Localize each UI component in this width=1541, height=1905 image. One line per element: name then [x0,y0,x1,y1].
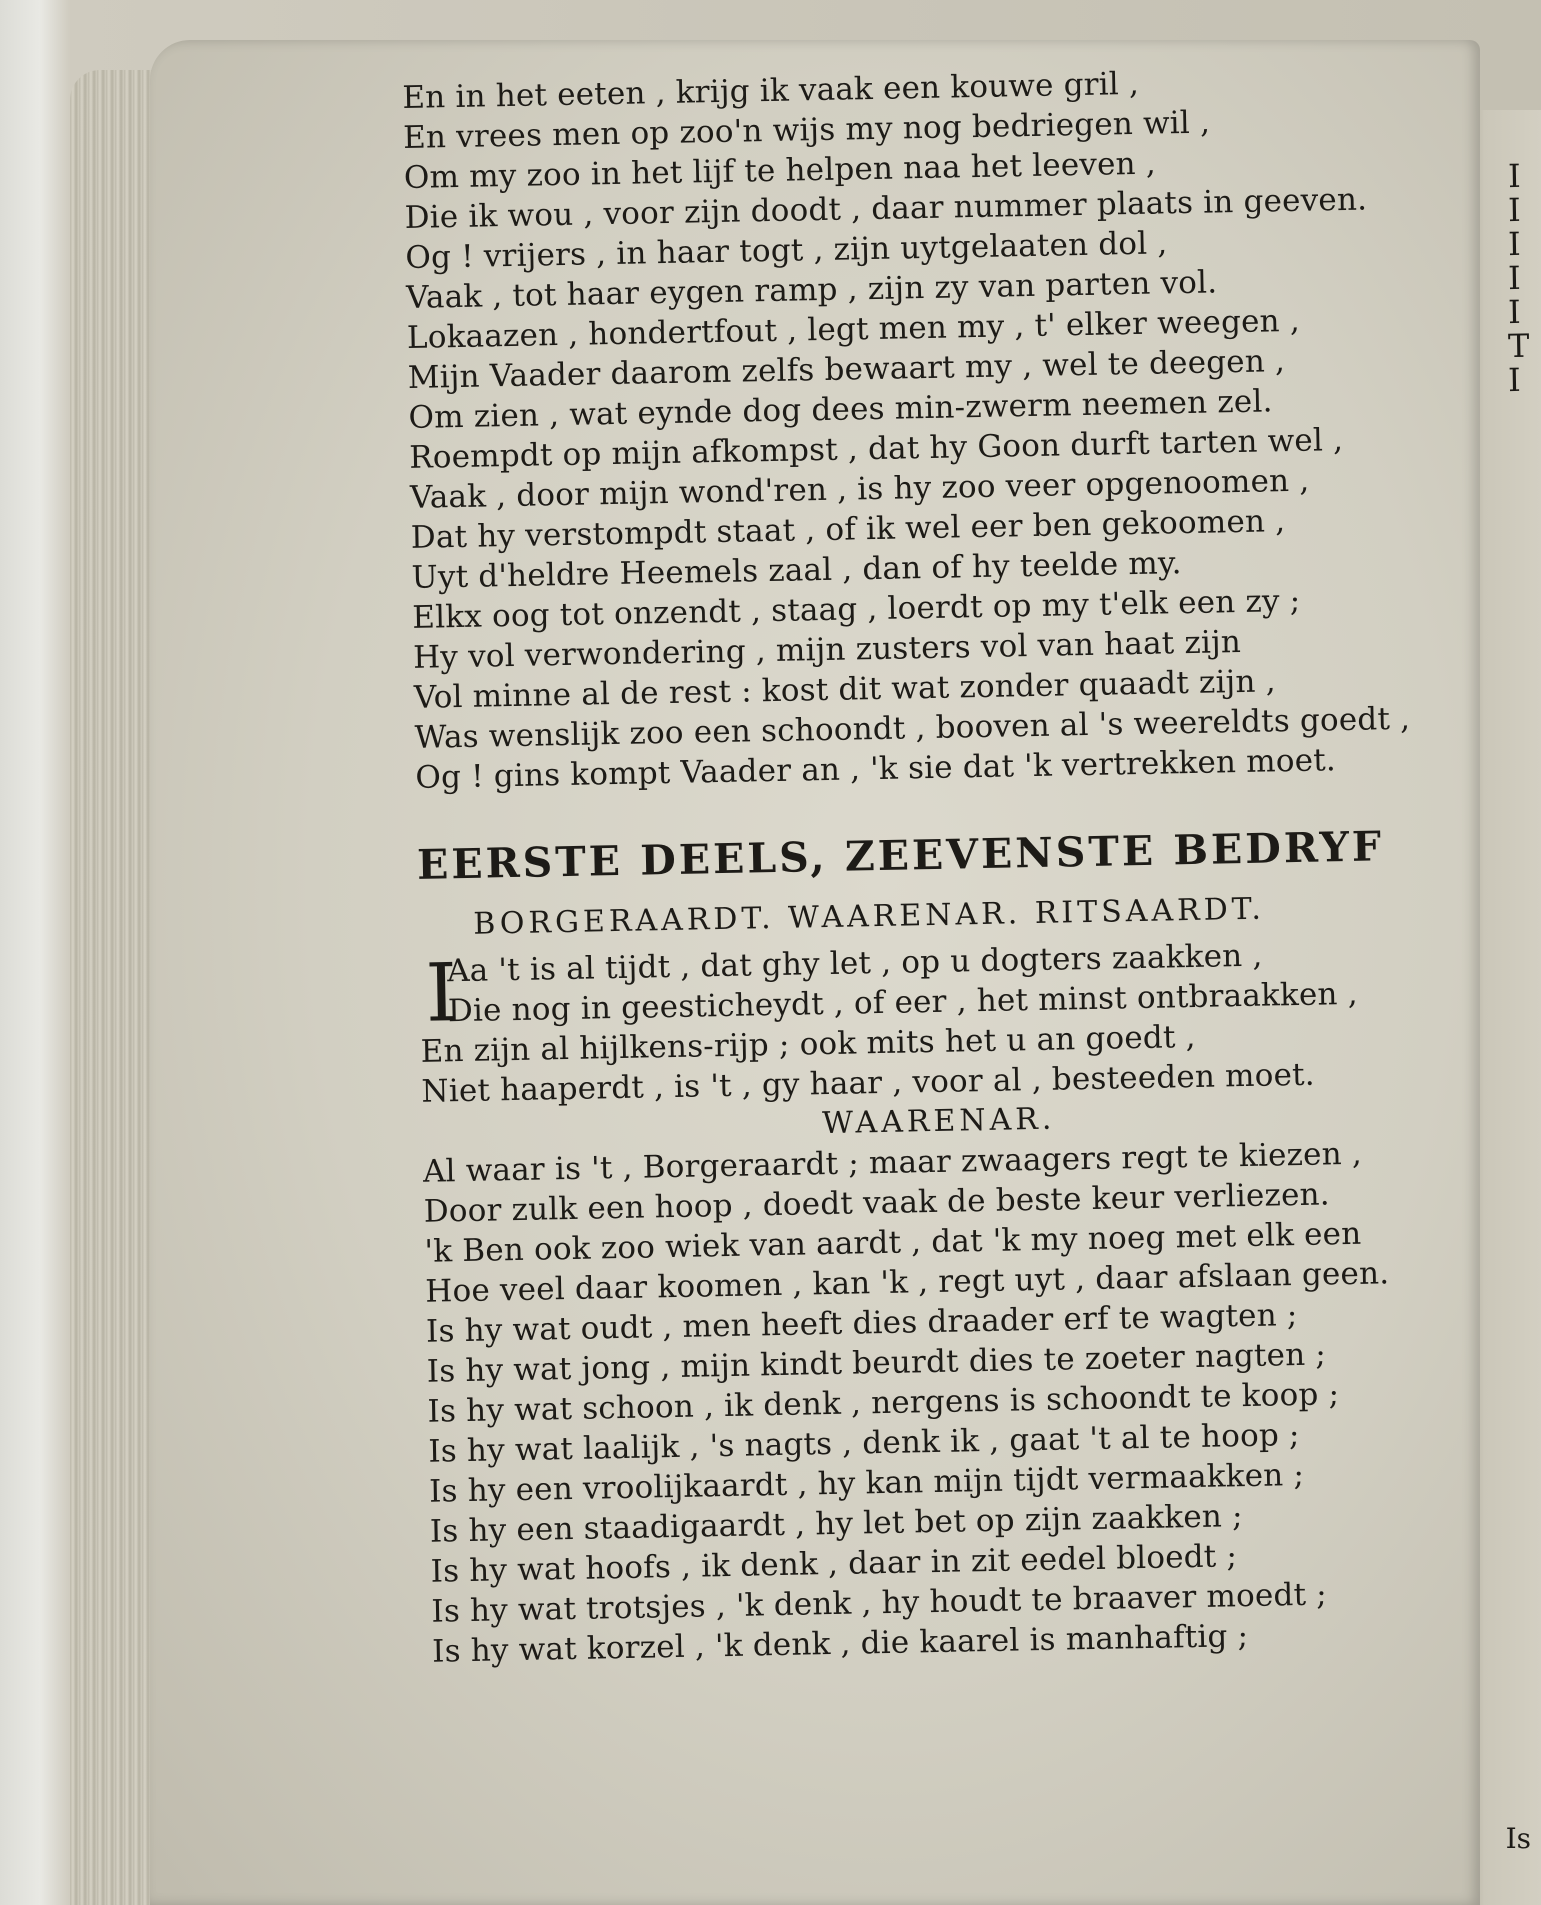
page-text [402,58,1492,1672]
verse-line: Uyt d'heldre Heemels zaal , dan of hy teelde my. [411,545,1182,596]
verse-line: Is hy wat trotsjes , 'k denk , hy houdt te braaver moedt ; [431,1576,1328,1630]
stanza-2 [419,931,1482,1111]
verse-line: Og ! gins kompt Vaader an , 'k sie dat 'k vertrekken moet. [415,742,1337,796]
facing-page-fragment: T [1507,326,1530,366]
verse-line: Is hy een staadigaardt , hy let bet op zijn zaakken ; [429,1498,1244,1550]
verse-line: Is hy wat schoon , ik denk , nergens is schoondt te koop ; [427,1376,1340,1430]
facing-page-fragment: I [1507,360,1521,400]
verse-line: Lokaazen , hondertfout , legt men my , t' elker weegen , [406,302,1301,356]
drop-cap: I [424,946,459,1040]
verse-line: En vrees men op zoo'n wijs my nog bedriegen wil , [402,104,1211,156]
verse-line: Vol minne al de rest : kost dit wat zonder quaadt zijn , [413,663,1277,716]
verse-line: Is hy een vroolijkaardt , hy kan mijn tijdt vermaakken ; [428,1456,1305,1510]
facing-page-fragment: I [1507,190,1521,230]
verse-line: Is hy wat jong , mijn kindt beurdt dies te zoeter nagten ; [426,1336,1327,1390]
verse-line: Aa 't is al tijdt , dat ghy let , op u dogters zaakken , [446,937,1263,990]
verse-line: Mijn Vaader daarom zelfs bewaart my , wel te deegen , [407,343,1286,396]
speaker-list: BORGERAARDT. WAARENAR. RITSAARDT. [472,891,1266,942]
facing-page-fragment: I [1507,258,1521,298]
verse-line: Hy vol verwondering , mijn zusters vol van haat zijn [412,624,1242,676]
verse-line: Is hy wat oudt , men heeft dies draader erf te wagten ; [425,1297,1298,1350]
verse-line: Dat hy verstompdt staat , of ik wel eer ben gekoomen , [410,503,1286,556]
speaker-label: WAARENAR. [821,1101,1056,1142]
stanza-3 [423,1131,1493,1671]
verse-line: Elkx oog tot onzendt , staag , loerdt op my t'elk een zy ; [412,582,1301,636]
verse-line: En zijn al hijlkens-rijp ; ook mits het u an goedt , [420,1018,1197,1070]
verse-line: Vaak , tot haar eygen ramp , zijn zy van parten vol. [405,264,1218,316]
verse-line: Al waar is 't , Borgeraardt ; maar zwaagers regt te kiezen , [422,1135,1363,1190]
verse-line: Niet haaperdt , is 't , gy haar , voor al , besteeden moet. [421,1056,1316,1110]
verse-line: En in het eeten , krijg ik vaak een kouwe gril , [402,65,1140,116]
verse-line: Om my zoo in het lijf te helpen naa het leeven , [403,145,1157,196]
verse-line: Vaak , door mijn wond'ren , is hy zoo veer opgenoomen , [409,462,1310,516]
catchword: Is [1505,1822,1531,1855]
verse-line: Hoe veel daar koomen , kan 'k , regt uyt , daar afslaan geen. [424,1255,1390,1310]
verse-line: Om zien , wat eynde dog dees min-zwerm neemen zel. [408,383,1273,436]
verse-line: Is hy wat korzel , 'k denk , die kaarel is manhaftig ; [431,1618,1249,1670]
verse-line: Is hy wat laalijk , 's nagts , denk ik , gaat 't al te hoop ; [428,1417,1300,1470]
verse-line: 'k Ben ook zoo wiek van aardt , dat 'k my noeg met elk een [424,1215,1362,1270]
scene-heading: EERSTE DEELS, ZEEVENSTE BEDRYF [416,822,1385,889]
verse-line: Was wenslijk zoo een schoondt , booven al 's weereldts goedt , [414,700,1411,756]
verse-line: Is hy wat hoofs , ik denk , daar in zit eedel bloedt ; [430,1538,1238,1590]
facing-page-fragment: I [1507,292,1521,332]
verse-line: Og ! vrijers , in haar togt , zijn uytgelaaten dol , [405,225,1168,276]
facing-page-fragment: I [1507,224,1521,264]
facing-page-fragment: I [1507,156,1521,196]
verse-line: Roempdt op mijn afkompst , dat hy Goon durft tarten wel , [408,422,1344,476]
stanza-1 [402,58,1476,798]
verse-line: Die nog in geesticheydt , of eer , het minst ontbraakken , [447,975,1359,1030]
verse-line: Door zulk een hoop , doedt vaak de beste keur verliezen. [423,1176,1331,1230]
verse-line: Die ik wou , voor zijn doodt , daar nummer plaats in geeven. [404,181,1368,236]
